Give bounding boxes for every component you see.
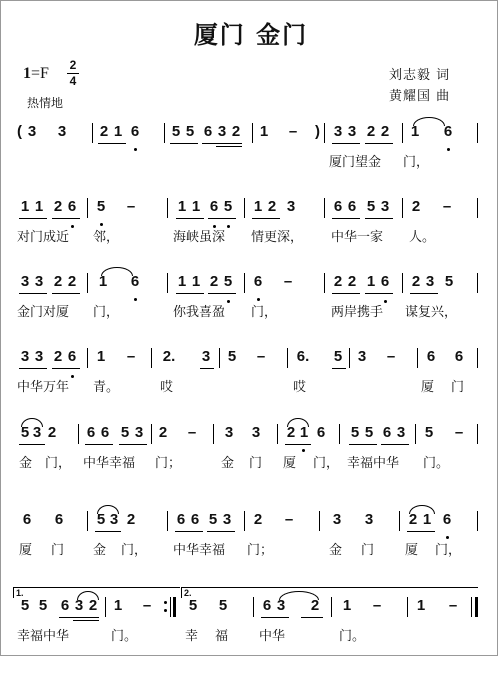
note: 3 — [286, 198, 296, 215]
note: 2 — [99, 123, 109, 140]
note: 6 — [176, 511, 186, 528]
note: 1 — [34, 198, 44, 215]
dash: – — [386, 348, 396, 365]
note: 6 — [100, 424, 110, 441]
lyric: 海峡虽深 — [173, 230, 226, 245]
note: 5 — [38, 597, 48, 614]
note: 6 — [426, 348, 436, 365]
note: 2 — [53, 348, 63, 365]
lyric: 门 — [451, 380, 465, 395]
note: 5 — [96, 198, 106, 215]
dash: – — [372, 597, 382, 614]
lyric: 门 — [51, 543, 65, 558]
note: 3 — [134, 424, 144, 441]
note: 1 — [416, 597, 426, 614]
note: 5 — [366, 198, 376, 215]
note: 5 — [333, 348, 343, 365]
lyric: 厦门望金 — [329, 155, 382, 170]
note: 6 — [60, 597, 70, 614]
lyric: 情更深， — [251, 230, 304, 245]
note: 6 — [333, 198, 343, 215]
note: 2 — [231, 123, 241, 140]
score-line-3 — [1, 273, 500, 353]
note: 3 — [380, 198, 390, 215]
lyric: 哎 — [293, 380, 307, 395]
key-eq: =F — [31, 65, 49, 82]
dash: – — [187, 424, 197, 441]
note: 6 — [203, 123, 213, 140]
note: 5 — [171, 123, 181, 140]
lyric: 中华一家 — [331, 230, 384, 245]
lyric: 门 — [249, 456, 263, 471]
lyric: 邻， — [93, 230, 120, 245]
note: 3 — [57, 123, 67, 140]
note: 2 — [209, 273, 219, 290]
note: 3 — [347, 123, 357, 140]
lyric: 门， — [435, 543, 462, 558]
note: 5 — [350, 424, 360, 441]
note: 5 — [223, 198, 233, 215]
note: 3 — [27, 123, 37, 140]
note: 1 — [191, 273, 201, 290]
lyric: 门。 — [423, 456, 450, 471]
note: 2 — [53, 273, 63, 290]
note: 2 — [88, 597, 98, 614]
lyric: 谋复兴， — [405, 305, 458, 320]
note: 2 — [347, 273, 357, 290]
note: 3 — [32, 424, 42, 441]
score-line-4 — [1, 348, 500, 428]
note: 5 — [227, 348, 237, 365]
note: 2 — [380, 123, 390, 140]
note: 2 — [366, 123, 376, 140]
lyric: 门。 — [111, 629, 138, 644]
lyric: 人。 — [409, 230, 436, 245]
score-line-5 — [1, 424, 500, 504]
note: 2. — [162, 348, 176, 365]
lyric: 福 — [215, 629, 229, 644]
lyric: 金 — [19, 456, 33, 471]
dash: – — [126, 198, 136, 215]
lyric: 门。 — [339, 629, 366, 644]
note: 1 — [98, 273, 108, 290]
note: 5 — [208, 511, 218, 528]
lyric: 中华万年 — [17, 380, 70, 395]
note: 3 — [251, 424, 261, 441]
note: 3 — [357, 348, 367, 365]
note: 6 — [86, 424, 96, 441]
note: 3 — [332, 511, 342, 528]
lyric: 中华幸福 — [83, 456, 136, 471]
note: 5 — [20, 424, 30, 441]
note: 6. — [296, 348, 310, 365]
note: 6 — [442, 511, 452, 528]
note: 3 — [222, 511, 232, 528]
note: 2 — [53, 198, 63, 215]
note: 5 — [185, 123, 195, 140]
note: 3 — [34, 273, 44, 290]
note: 2 — [408, 511, 418, 528]
note: 1 — [113, 123, 123, 140]
lyric: 幸福中华 — [347, 456, 400, 471]
lyric: 门， — [251, 305, 278, 320]
note: 1 — [259, 123, 269, 140]
note: 3 — [201, 348, 211, 365]
note: 3 — [396, 424, 406, 441]
note: 2 — [253, 511, 263, 528]
note: ( — [17, 123, 22, 140]
note: 3 — [109, 511, 119, 528]
lyric: 你我喜盈 — [173, 305, 226, 320]
dash: – — [142, 597, 152, 614]
dash: – — [283, 273, 293, 290]
note: 2 — [310, 597, 320, 614]
note: 3 — [364, 511, 374, 528]
dash: – — [448, 597, 458, 614]
note: 5 — [120, 424, 130, 441]
note: 6 — [382, 424, 392, 441]
dash: – — [256, 348, 266, 365]
dash: – — [442, 198, 452, 215]
note: 1 — [422, 511, 432, 528]
lyric: 厦 — [283, 456, 297, 471]
composer-credit: 黄耀国 曲 — [389, 89, 451, 104]
note: 6 — [209, 198, 219, 215]
key-signature — [23, 65, 49, 83]
note: 3 — [276, 597, 286, 614]
note: 1 — [20, 198, 30, 215]
note: 6 — [130, 273, 140, 290]
time-numerator: 2 — [69, 58, 77, 72]
note: 6 — [253, 273, 263, 290]
note: 2 — [126, 511, 136, 528]
lyric: 门； — [155, 456, 182, 471]
note: 5 — [424, 424, 434, 441]
note: 1 — [113, 597, 123, 614]
lyric: 门， — [45, 456, 72, 471]
volta-first-ending: 1. — [13, 587, 180, 598]
dash: – — [126, 348, 136, 365]
lyric: 门， — [121, 543, 148, 558]
note: 3 — [20, 348, 30, 365]
note: 1 — [191, 198, 201, 215]
lyric: 金 — [93, 543, 107, 558]
note: 1 — [410, 123, 420, 140]
lyric: 厦 — [405, 543, 419, 558]
note: 5 — [20, 597, 30, 614]
note: 6 — [54, 511, 64, 528]
note: 2 — [158, 424, 168, 441]
score-line-1 — [1, 123, 500, 203]
lyric: 金门对厦 — [17, 305, 70, 320]
lyric: 两岸携手 — [331, 305, 384, 320]
note: 6 — [262, 597, 272, 614]
song-title: 厦门 金门 — [193, 20, 309, 49]
note: 6 — [443, 123, 453, 140]
note: 6 — [190, 511, 200, 528]
dash: – — [284, 511, 294, 528]
note: 6 — [347, 198, 357, 215]
lyric: 青。 — [93, 380, 120, 395]
dash: – — [454, 424, 464, 441]
note: 3 — [74, 597, 84, 614]
note: 5 — [188, 597, 198, 614]
note: 6 — [67, 198, 77, 215]
note: 5 — [444, 273, 454, 290]
note: 6 — [22, 511, 32, 528]
note: 6 — [67, 348, 77, 365]
lyric: 门 — [361, 543, 375, 558]
note: 3 — [217, 123, 227, 140]
lyric: 幸福中华 — [17, 629, 70, 644]
note: 2 — [333, 273, 343, 290]
note: 3 — [34, 348, 44, 365]
note: 1 — [366, 273, 376, 290]
note: 6 — [454, 348, 464, 365]
lyric: 金 — [329, 543, 343, 558]
time-denominator: 4 — [69, 74, 77, 88]
note: 2 — [47, 424, 57, 441]
score-line-2 — [1, 198, 500, 278]
note: 1 — [177, 198, 187, 215]
lyric: 对门成近 — [17, 230, 70, 245]
note: 3 — [20, 273, 30, 290]
note: 1 — [253, 198, 263, 215]
lyric: 中华幸福 — [173, 543, 226, 558]
lyric: 厦 — [421, 380, 435, 395]
lyric: 中华 — [259, 629, 286, 644]
note: 1 — [96, 348, 106, 365]
lyric: 门； — [247, 543, 274, 558]
note: 3 — [333, 123, 343, 140]
key-prefix: 1 — [23, 65, 31, 82]
note: 2 — [286, 424, 296, 441]
lyric: 厦 — [19, 543, 33, 558]
note: 3 — [224, 424, 234, 441]
note: ) — [315, 123, 320, 140]
lyric: 哎 — [160, 380, 174, 395]
note: 1 — [342, 597, 352, 614]
dash: – — [288, 123, 298, 140]
note: 2 — [267, 198, 277, 215]
note: 6 — [380, 273, 390, 290]
lyric: 金 — [221, 456, 235, 471]
volta-second-ending: 2. — [181, 587, 478, 598]
note: 5 — [364, 424, 374, 441]
time-signature — [67, 59, 79, 88]
score-line-6 — [1, 511, 500, 591]
note: 5 — [218, 597, 228, 614]
lyricist-credit: 刘志毅 词 — [389, 68, 451, 83]
note: 1 — [299, 424, 309, 441]
note: 2 — [411, 198, 421, 215]
note: 2 — [411, 273, 421, 290]
lyric: 门， — [93, 305, 120, 320]
note: 3 — [425, 273, 435, 290]
note: 6 — [130, 123, 140, 140]
note: 5 — [223, 273, 233, 290]
note: 5 — [96, 511, 106, 528]
lyric: 幸 — [185, 629, 199, 644]
tempo-marking: 热情地 — [27, 96, 64, 110]
lyric: 门， — [403, 155, 430, 170]
note: 1 — [177, 273, 187, 290]
lyric: 门， — [313, 456, 340, 471]
score-line-7 — [1, 588, 500, 677]
note: 2 — [67, 273, 77, 290]
note: 6 — [316, 424, 326, 441]
